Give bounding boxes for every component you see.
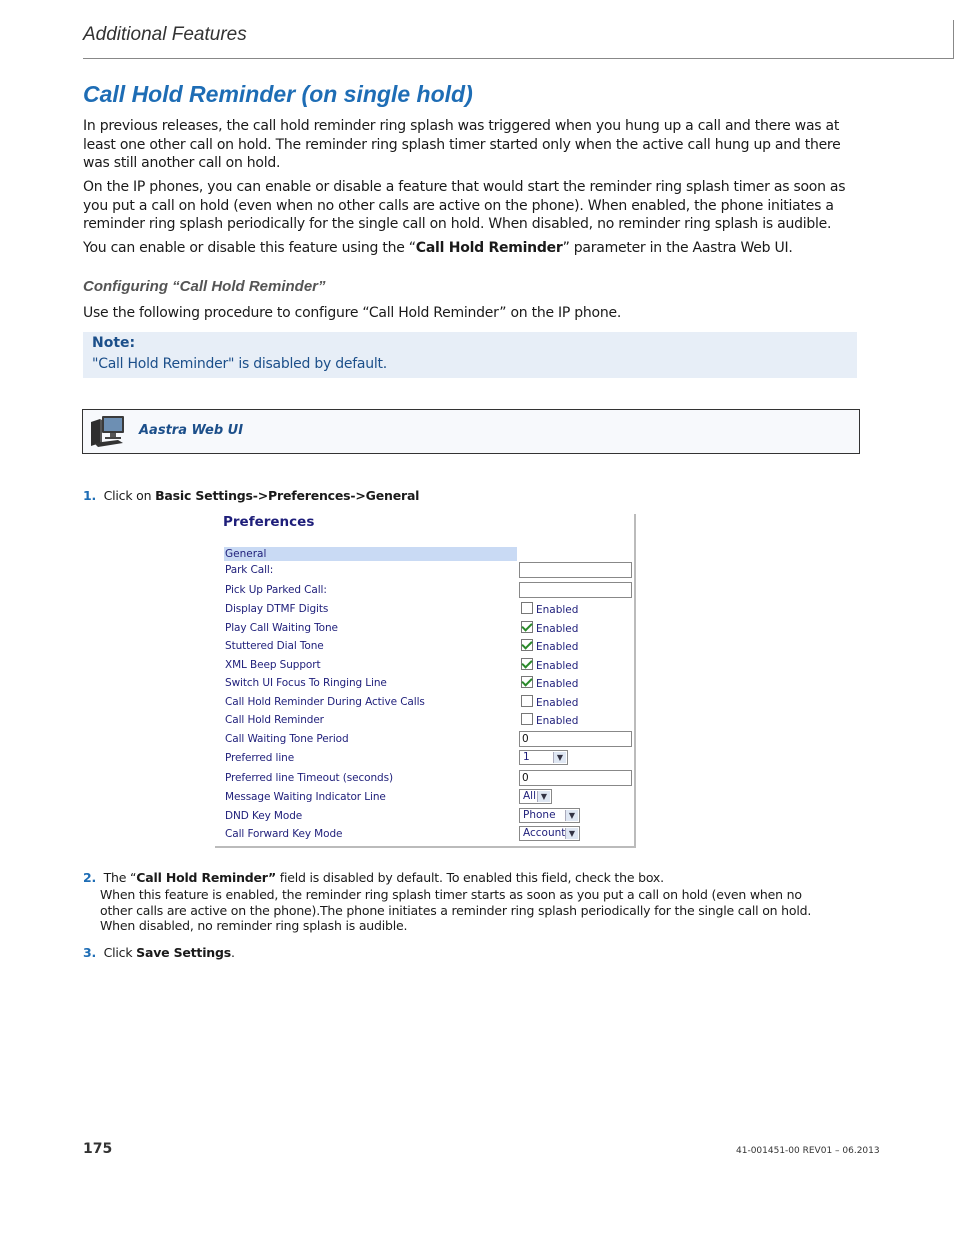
step-2-post: field is disabled by default. To enabled this field, check the box. [276,870,664,885]
paragraph-3-bold: Call Hold Reminder [415,240,563,256]
pref-row-label: Display DTMF Digits [225,603,329,615]
step-2-line-3: other calls are active on the phone).The phone initiates a reminder ring splash periodically for the single call on hold. [100,903,812,918]
paragraph-4: Use the following procedure to configure “Call Hold Reminder” on the IP phone. [83,305,622,321]
pref-select[interactable] [519,789,552,804]
pref-select-value: Account [523,827,566,839]
paragraph-3 [83,239,863,258]
pref-text-input[interactable] [519,582,632,598]
pref-row-label: Call Waiting Tone Period [225,733,349,745]
checkbox-label: Enabled [536,604,579,616]
step-2 [83,870,664,885]
pref-row-label: Message Waiting Indicator Line [225,791,386,803]
chevron-down-icon[interactable]: ▼ [565,810,578,821]
pref-select-value: 1 [523,751,530,763]
pref-text-input[interactable] [519,562,632,578]
checkbox-checked[interactable] [521,658,533,670]
note-title: Note: [92,335,136,351]
checkbox-label: Enabled [536,660,579,672]
pref-row-label: DND Key Mode [225,810,303,822]
pref-row-label: Preferred line Timeout (seconds) [225,772,393,784]
step-1-path: Basic Settings->Preferences->General [155,488,420,503]
step-2-line-2: When this feature is enabled, the reminder ring splash timer starts as soon as you put a call on hold (even when no [100,887,802,902]
webui-label: Aastra Web UI [139,423,244,438]
pref-row-label: Call Hold Reminder [225,714,324,726]
pref-row-label: Pick Up Parked Call: [225,584,327,596]
pref-row-label: Park Call: [225,564,274,576]
header-rule [83,58,954,59]
step-2-pre: The “ [103,870,137,885]
checkbox-checked[interactable] [521,676,533,688]
pref-checkbox-wrap [521,638,578,652]
pref-select[interactable] [519,826,580,841]
pref-row-label: Call Forward Key Mode [225,828,343,840]
pref-row-label: Call Hold Reminder During Active Calls [225,696,425,708]
step-3-post: . [230,945,235,960]
pref-checkbox-wrap [521,601,578,615]
pref-checkbox-wrap [521,712,578,726]
pref-checkbox-wrap [521,620,578,634]
chevron-down-icon[interactable]: ▼ [537,791,550,802]
checkbox-checked[interactable] [521,639,533,651]
general-group-bar [224,547,517,561]
pref-checkbox-wrap [521,694,578,708]
pref-select[interactable] [519,750,568,765]
checkbox-label: Enabled [536,623,579,635]
step-3-number: 3. [83,945,97,960]
checkbox-unchecked[interactable] [521,695,533,707]
pref-row-label: Stuttered Dial Tone [225,640,324,652]
paragraph-2: On the IP phones, you can enable or disable a feature that would start the reminder ring splash timer as soon as you put a call on hold (even when no other calls are active on the phone). When enabled, the phone initiates a reminder ring splash periodically for the single call on hold. When disabled, no reminder ring splash is audible. [83,179,846,232]
pref-row-label: Switch UI Focus To Ringing Line [225,677,387,689]
pref-checkbox-wrap [521,657,578,671]
paragraph-3-post: ” parameter in the Aastra Web UI. [562,240,793,256]
pref-text-input[interactable]: 0 [519,731,632,747]
note-text: "Call Hold Reminder" is disabled by default. [92,356,387,372]
pref-text-input[interactable]: 0 [519,770,632,786]
step-3 [83,945,235,960]
checkbox-label: Enabled [536,715,579,727]
paragraph-3-pre: You can enable or disable this feature using the “ [83,240,416,256]
page-title: Call Hold Reminder (on single hold) [83,81,473,107]
checkbox-checked[interactable] [521,621,533,633]
paragraph-1: In previous releases, the call hold reminder ring splash was triggered when you hung up a call and there was at least one other call on hold. The reminder ring splash timer started only when the active call hung up and there was still another call on hold. [83,118,841,171]
step-2-number: 2. [83,870,97,885]
checkbox-label: Enabled [536,697,579,709]
checkbox-unchecked[interactable] [521,602,533,614]
pref-select[interactable] [519,808,580,823]
section-title: Additional Features [83,24,247,45]
page-number: 175 [83,1141,113,1157]
pref-select-value: Phone [523,809,556,821]
pref-select-value: All [523,790,537,802]
chevron-down-icon[interactable]: ▼ [565,828,578,839]
step-3-pre: Click [103,945,137,960]
document-id: 41-001451-00 REV01 – 06.2013 [736,1146,880,1156]
chevron-down-icon[interactable]: ▼ [553,752,566,763]
preferences-title: Preferences [223,514,315,530]
checkbox-label: Enabled [536,678,579,690]
step-1-text: Click on [103,488,156,503]
pref-row-label: Play Call Waiting Tone [225,622,338,634]
pref-row-label: Preferred line [225,752,295,764]
pref-checkbox-wrap [521,675,578,689]
step-2-line-4: When disabled, no reminder ring splash is audible. [100,918,408,933]
checkbox-unchecked[interactable] [521,713,533,725]
step-1-number: 1. [83,488,97,503]
pref-row-label: XML Beep Support [225,659,321,671]
step-2-bold: Call Hold Reminder” [136,870,277,885]
checkbox-label: Enabled [536,641,579,653]
computer-icon [88,413,128,449]
step-3-bold: Save Settings [136,945,231,960]
subheading: Configuring “Call Hold Reminder” [83,278,326,295]
general-group-label: General [225,548,267,560]
step-1 [83,488,419,503]
